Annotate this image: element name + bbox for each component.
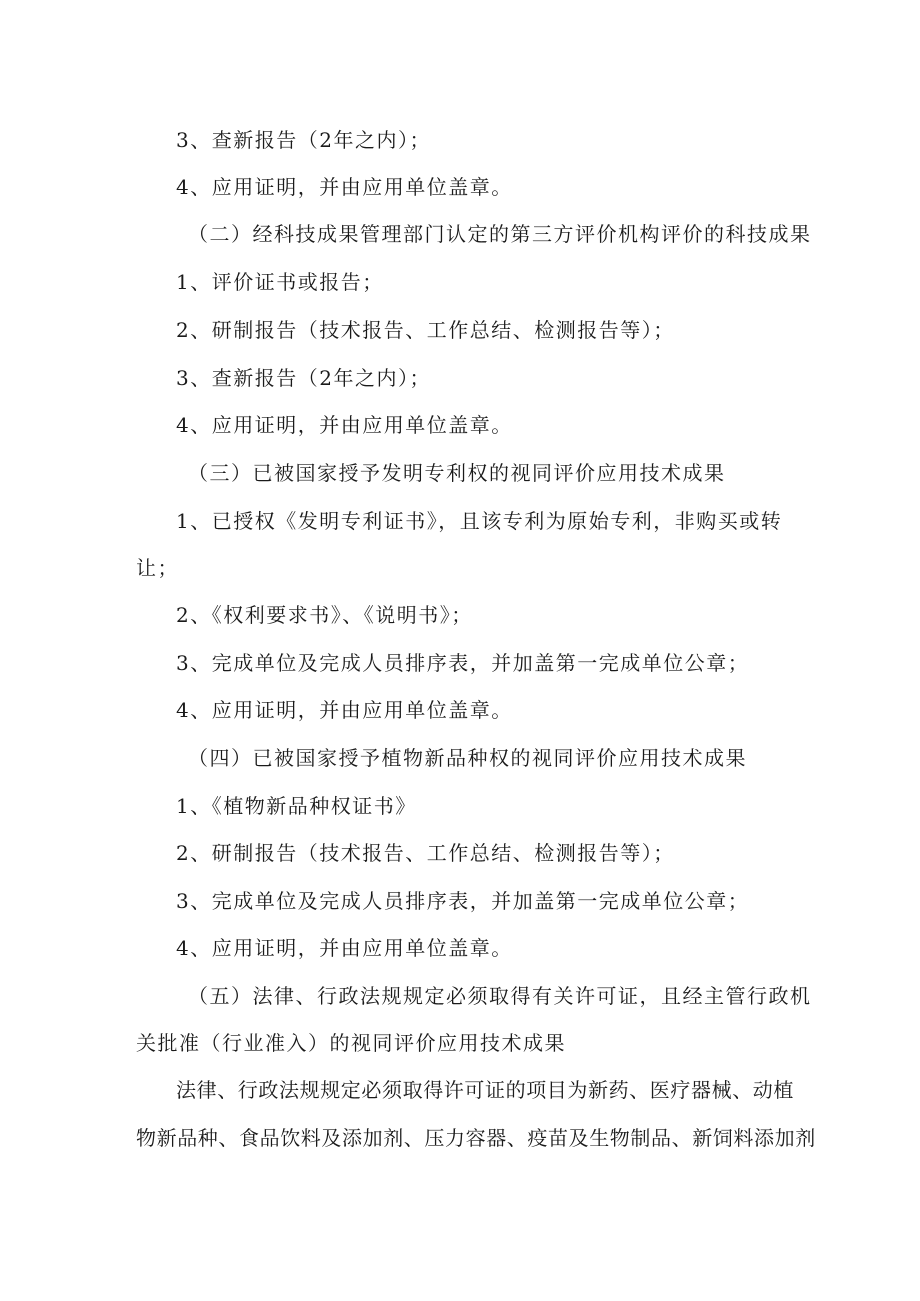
- list-item: 4、应用证明，并由应用单位盖章。: [176, 413, 513, 437]
- paragraph-line: 物新品种、食品饮料及添加剂、压力容器、疫苗及生物制品、新饲料添加剂: [136, 1126, 816, 1150]
- list-item: 4、应用证明，并由应用单位盖章。: [176, 175, 513, 199]
- section-heading-5-continuation: 关批准（行业准入）的视同评价应用技术成果: [136, 1031, 566, 1055]
- section-heading-5: （五）法律、行政法规规定必须取得有关许可证，且经主管行政机: [188, 984, 812, 1008]
- section-heading-3: （三）已被国家授予发明专利权的视同评价应用技术成果: [188, 461, 726, 485]
- section-heading-4: （四）已被国家授予植物新品种权的视同评价应用技术成果: [188, 746, 747, 770]
- list-item: 1、《植物新品种权证书》: [176, 794, 417, 818]
- list-item: 3、查新报告（2年之内）；: [176, 366, 431, 390]
- list-item: 2、研制报告（技术报告、工作总结、检测报告等）；: [176, 318, 675, 342]
- paragraph-line: 法律、行政法规规定必须取得许可证的项目为新药、医疗器械、动植: [176, 1078, 794, 1102]
- list-item: 1、评价证书或报告；: [176, 270, 384, 294]
- list-item: 4、应用证明，并由应用单位盖章。: [176, 936, 513, 960]
- section-heading-2: （二）经科技成果管理部门认定的第三方评价机构评价的科技成果: [188, 222, 812, 246]
- list-item: 4、应用证明，并由应用单位盖章。: [176, 698, 513, 722]
- list-item: 3、查新报告（2年之内）；: [176, 128, 431, 152]
- list-item: 1、已授权《发明专利证书》，且该专利为原始专利，非购买或转: [176, 509, 783, 533]
- list-item: 2、研制报告（技术报告、工作总结、检测报告等）；: [176, 841, 675, 865]
- list-item: 2、《权利要求书》、《说明书》；: [176, 603, 473, 627]
- list-item: 3、完成单位及完成人员排序表，并加盖第一完成单位公章；: [176, 651, 750, 675]
- list-item-continuation: 让；: [136, 556, 179, 580]
- list-item: 3、完成单位及完成人员排序表，并加盖第一完成单位公章；: [176, 889, 750, 913]
